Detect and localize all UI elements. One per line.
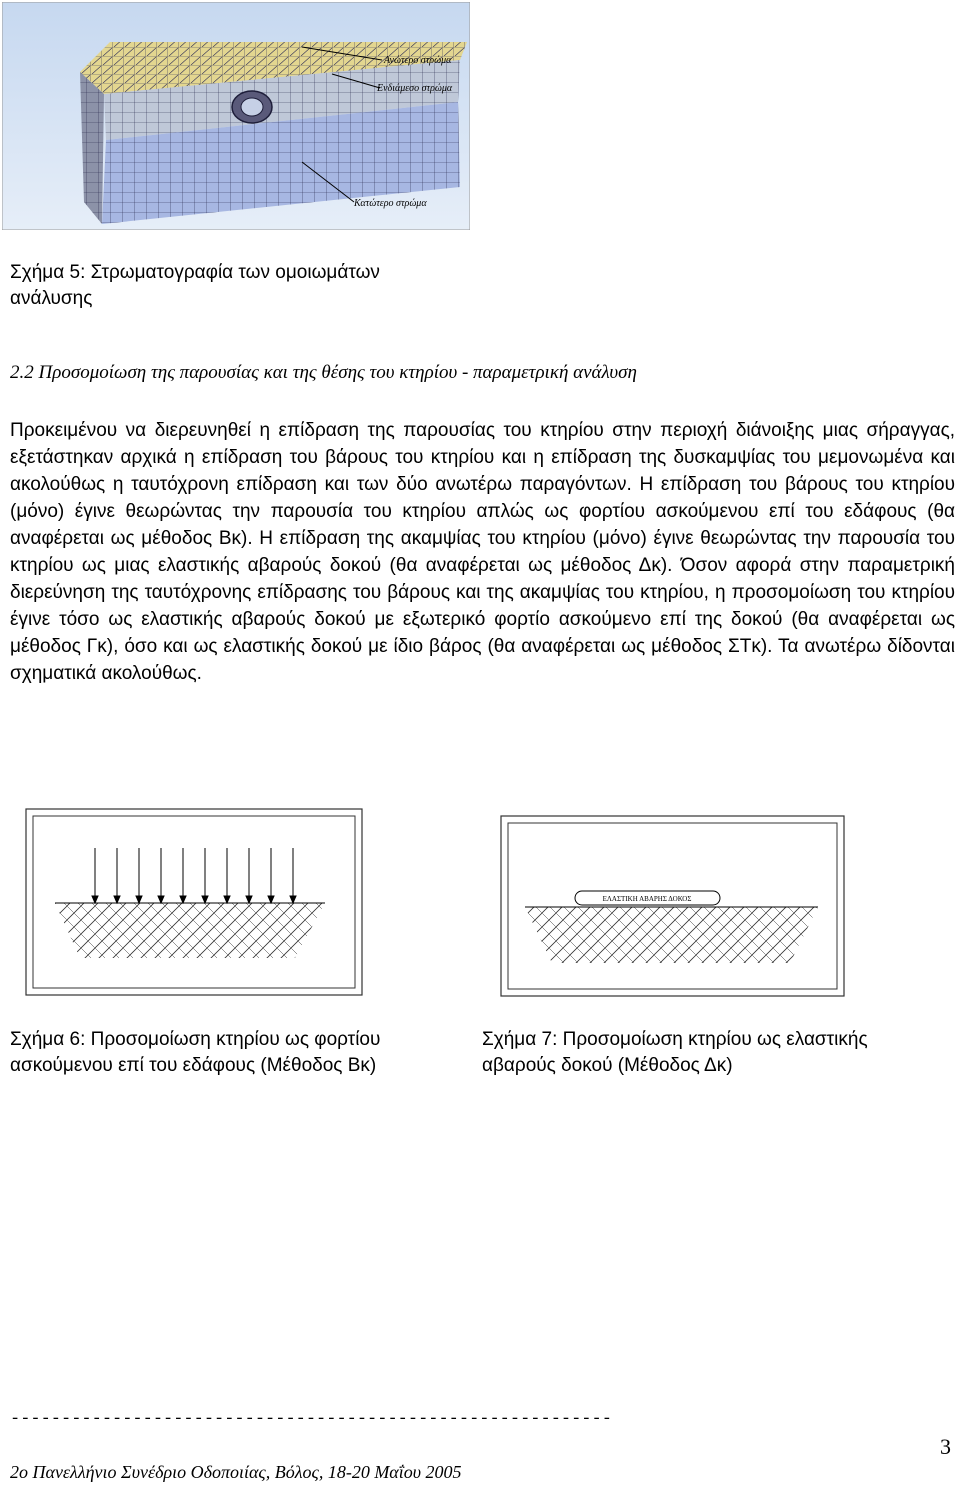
body-paragraph [10,417,955,687]
figure-5-caption: Σχήμα 5: Στρωματογραφία των ομοιωμάτων ανάλυσης [10,262,380,309]
label-bottom-layer: Κατώτερο στρώμα [354,198,427,209]
footer-rule: ----------------------------------------------------------- [10,1410,612,1429]
mesh-diagram [2,2,470,230]
figure-6-caption: Σχήμα 6: Προσομοίωση κτηρίου ως φορτίου ασκούμενου επί του εδάφους (Μέθοδος Βκ) [10,1029,381,1076]
figure-5-mesh [2,2,470,230]
label-top-layer: Ανώτερο στρώμα [384,55,452,66]
beam-label: ΕΛΑΣΤΙΚΗ ΑΒΑΡΗΣ ΔΟΚΟΣ [602,895,692,903]
page-number: 3 [940,1434,951,1459]
figure-6-diagram [25,808,363,996]
figure-7-diagram [500,815,845,997]
load-on-soil-diagram [25,808,363,996]
label-mid-layer: Ενδιάμεσο στρώμα [377,83,453,94]
footer-conference: 2ο Πανελλήνιο Συνέδριο Οδοποιίας, Βόλος, 18-20 Μαΐου 2005 [10,1462,462,1482]
figure-7-caption: Σχήμα 7: Προσομοίωση κτηρίου ως ελαστικής αβαρούς δοκού (Μέθοδος Δκ) [482,1029,868,1076]
elastic-beam-diagram [500,815,845,997]
paragraph-text: Προκειμένου να διερευνηθεί η επίδραση της παρουσίας του κτηρίου στην περιοχή διάνοιξης μιας σήραγγας, εξετάστηκαν αρχικά η επίδραση του βάρους του κτηρίου και η επίδραση της δυσκαμψίας του μεμονωμένα και ακολούθως η ταυτόχρονη επίδραση και των δύο ανωτέρω παραγόντων. Η επίδραση του βάρους του κτηρίου (μόνο) έγινε θεωρώντας την παρουσία του κτηρίου απλώς ως φορτίου ασκούμενου επί του εδάφους (θα αναφέρεται ως μέθοδος Βκ). Η επίδραση της ακαμψίας του κτηρίου (μόνο) έγινε θεωρώντας την παρουσία του κτηρίου ως μιας ελαστικής αβαρούς δοκού (θα αναφέρεται ως μέθοδος Δκ). Όσον αφορά στην παραμετρική διερεύνηση της ταυτόχρονης επίδρασης του βάρους και της ακαμψίας του κτηρίου, η προσομοίωση του κτηρίου έγινε τόσο ως ελαστικής αβαρούς δοκού με εξωτερικό φορτίο ασκούμενο επί της δοκού (θα αναφέρεται ως μέθοδος Γκ), όσο και ως ελαστικής δοκού με ίδιο βάρος (θα αναφέρεται ως μέθοδος ΣΤκ). Τα ανωτέρω δίδονται σχηματικά ακολούθως. [10,420,955,684]
section-title: 2.2 Προσομοίωση της παρουσίας και της θέσης του κτηρίου - παραμετρική ανάλυση [10,362,637,383]
